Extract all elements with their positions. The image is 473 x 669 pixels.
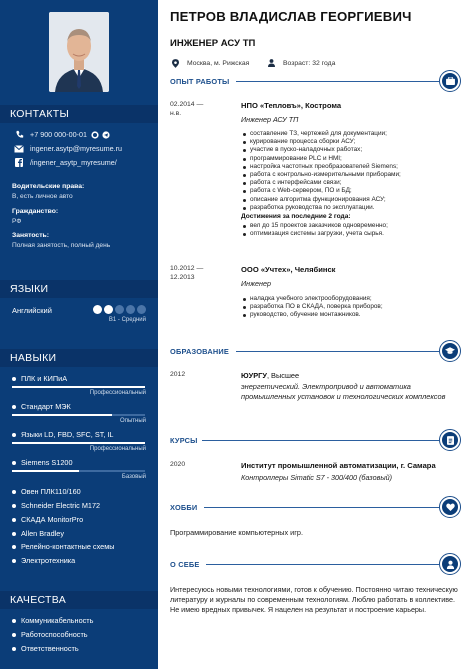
list-item: участие в пуско-наладочных работах; [241, 146, 466, 154]
email-link[interactable]: ingener.asytp@myresume.ru [30, 144, 122, 153]
briefcase-icon [446, 77, 455, 85]
telegram-icon[interactable] [101, 130, 111, 139]
social-row [14, 158, 117, 167]
course-name: Контроллеры Simatic S7 - 300/400 (базовый) [241, 473, 392, 482]
section-divider [206, 564, 439, 565]
location-meta [172, 59, 249, 68]
list-item: вел до 15 проектов заказчиков одновременно; [241, 222, 466, 230]
job-duties [241, 130, 466, 212]
list-item: курирование процесса сборки АСУ; [241, 138, 466, 146]
list-item: работа с интерфейсами связи; [241, 179, 466, 187]
job-date-start: 10.2012 — [170, 265, 204, 272]
job-role: Инженер АСУ ТП [241, 115, 299, 124]
skill-bar [12, 442, 145, 444]
job-date-start: 02.2014 — [170, 101, 204, 108]
skill-level: Профессиональный [89, 390, 146, 396]
education-section-icon [439, 340, 461, 362]
job-company: НПО «Тепловъ», Кострома [241, 101, 342, 110]
person-icon [446, 560, 455, 569]
education-heading: ОБРАЗОВАНИЕ [170, 347, 230, 356]
section-divider [236, 81, 439, 82]
heart-icon [446, 503, 455, 511]
about-heading: О СЕБЕ [170, 560, 200, 569]
job-role: Инженер [241, 279, 271, 288]
skill-bar [12, 470, 145, 472]
skill-level: Опытный [120, 418, 146, 424]
location-pin-icon [172, 59, 179, 68]
skill-item: СКАДА MonitorPro [12, 515, 83, 524]
document-icon [447, 436, 454, 445]
language-level: B1 - Средний [108, 317, 146, 323]
courses-heading: КУРСЫ [170, 436, 198, 445]
course-year: 2020 [170, 461, 186, 468]
list-item: работа с контрольно-измерительными приборами; [241, 171, 466, 179]
portrait-image [49, 12, 109, 92]
experience-heading: ОПЫТ РАБОТЫ [170, 77, 230, 86]
skill-bar-fill [12, 414, 112, 416]
skill-bar-fill [12, 386, 145, 388]
age-meta [268, 59, 335, 67]
person-icon [268, 59, 275, 67]
hobby-section-icon [439, 496, 461, 518]
about-text: Интересуюсь новыми технологиями, готов к обучению. Постоянно читаю техническую литературу и журналы по современным технологиям. Люблю работать в коллективе. Не имею вредных привычек. Я нацелен на результат и построение карьеры. [170, 585, 458, 614]
job-duties [241, 295, 466, 320]
course-institution: Институт промышленной автоматизации, г. Самара [241, 461, 436, 470]
phone-row [14, 130, 111, 139]
job-company: ООО «Учтех», Челябинск [241, 265, 336, 274]
skill-bar-fill [12, 470, 79, 472]
education-field: энергетический. Электропривод и автоматика промышленных установок и технологических комплексов [241, 382, 446, 401]
skills-heading: НАВЫКИ [0, 349, 158, 367]
skill-item: ПЛК и КИПиА [12, 374, 67, 383]
job-position: ИНЖЕНЕР АСУ ТП [170, 38, 256, 49]
hobby-text: Программирование компьютерных игр. [170, 528, 303, 537]
social-link[interactable]: /ingener_asytp_myresume/ [30, 158, 117, 167]
rating-dot [115, 305, 124, 314]
skill-item: Овен ПЛК110/160 [12, 487, 81, 496]
list-item: разработка ПО в СКАДА, поверка приборов; [241, 303, 466, 311]
experience-section-icon [439, 70, 461, 92]
license-value: В, есть личное авто [12, 193, 73, 200]
age-text: Возраст: 32 года [283, 59, 336, 67]
about-section-icon [439, 553, 461, 575]
list-item: работа с Web-сервером, ПО и БД; [241, 187, 466, 195]
school-name: ЮУРГУ [241, 371, 267, 380]
contacts-heading: КОНТАКТЫ [0, 105, 158, 123]
profile-photo [49, 12, 109, 92]
phone-number[interactable]: +7 900 000-00-01 [30, 130, 87, 139]
skill-bar [12, 414, 145, 416]
list-item: разработка руководства по эксплуатации. [241, 204, 466, 212]
achievements-list [241, 222, 466, 238]
qualities-heading: КАЧЕСТВА [0, 591, 158, 609]
job-date-end: 12.2013 [170, 274, 195, 281]
job-date-end: н.в. [170, 110, 182, 117]
skill-item: Релейно-контактные схемы [12, 542, 114, 551]
list-item: составление ТЗ, чертежей для документации; [241, 130, 466, 138]
skill-item: Языки LD, FBD, SFC, ST, IL [12, 430, 114, 439]
mail-icon [14, 144, 24, 153]
rating-dot [93, 305, 102, 314]
section-divider [202, 440, 439, 441]
rating-dot [137, 305, 146, 314]
section-divider [236, 351, 439, 352]
quality-item: Ответственность [12, 644, 79, 653]
skill-level: Базовый [121, 474, 146, 480]
courses-section-icon [439, 429, 461, 451]
rating-dot [126, 305, 135, 314]
location-text: Москва, м. Рижская [187, 60, 250, 67]
list-item: программирование PLC и HMI; [241, 155, 466, 163]
email-row [14, 144, 122, 153]
language-name: Английский [12, 306, 52, 315]
license-label: Водительские права: [12, 183, 85, 190]
skill-level: Профессиональный [89, 446, 146, 452]
quality-item: Работоспособность [12, 630, 88, 639]
employment-label: Занятость: [12, 232, 49, 239]
facebook-icon [14, 158, 24, 167]
skill-bar-fill [12, 442, 145, 444]
skill-item: Allen Bradley [12, 529, 64, 538]
quality-item: Коммуникабельность [12, 616, 93, 625]
skill-bar [12, 386, 145, 388]
achievements-title: Достижения за последние 2 года: [241, 213, 351, 220]
skill-item: Электротехника [12, 556, 75, 565]
list-item: наладка учебного электрооборудования; [241, 295, 466, 303]
degree: , Высшее [266, 371, 300, 380]
employment-value: Полная занятость, полный день [12, 242, 111, 249]
list-item: описание алгоритма функционирования АСУ; [241, 196, 466, 204]
citizenship-value: РФ [12, 218, 22, 225]
list-item: руководство, обучение монтажников. [241, 311, 466, 319]
list-item: оптимизация системы загрузки, учета сырья. [241, 230, 466, 238]
sidebar [0, 0, 158, 669]
skill-item: Siemens S1200 [12, 458, 73, 467]
list-item: настройка частотных преобразователей Siemens; [241, 163, 466, 171]
full-name: ПЕТРОВ ВЛАДИСЛАВ ГЕОРГИЕВИЧ [170, 9, 412, 24]
graduation-cap-icon [445, 347, 455, 355]
hobby-heading: ХОББИ [170, 503, 198, 512]
phone-icon [14, 130, 24, 139]
skill-item: Стандарт МЭК [12, 402, 71, 411]
rating-dot [104, 305, 113, 314]
citizenship-label: Гражданство: [12, 208, 59, 215]
skill-item: Schneider Electric M172 [12, 501, 100, 510]
section-divider [204, 507, 439, 508]
education-year: 2012 [170, 371, 186, 378]
language-rating [93, 305, 148, 314]
education-school [241, 371, 299, 380]
whatsapp-icon[interactable] [90, 130, 100, 139]
languages-heading: ЯЗЫКИ [0, 280, 158, 298]
